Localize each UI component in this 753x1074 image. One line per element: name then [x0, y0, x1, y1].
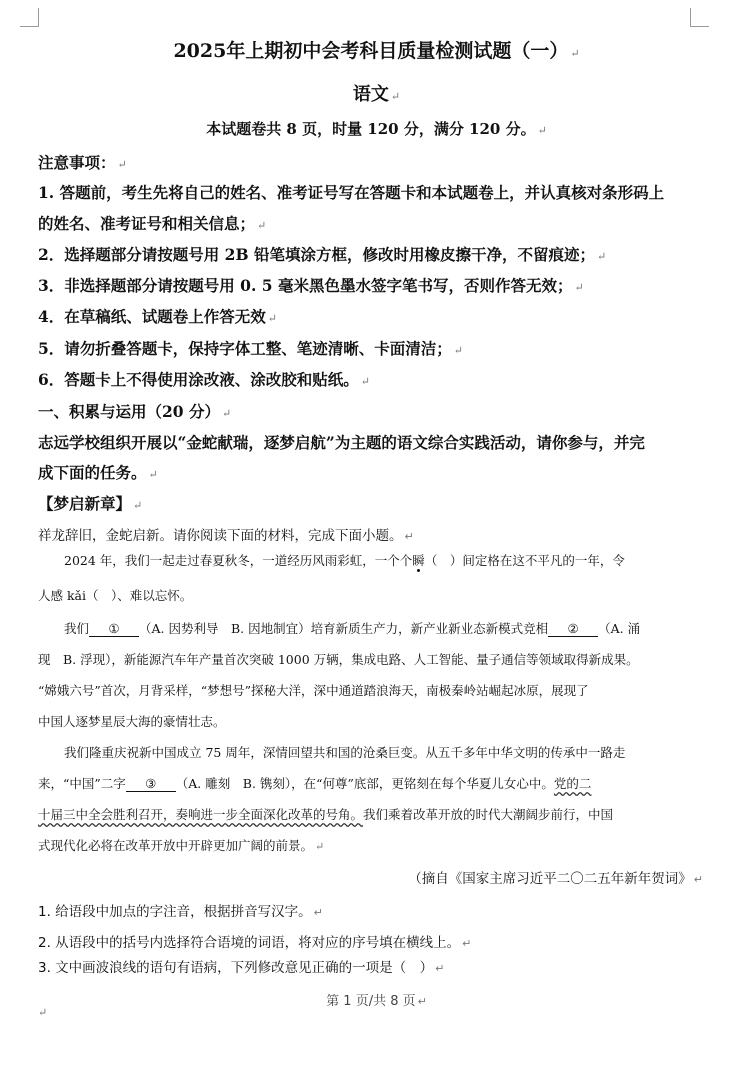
page-footer: 第 1 页/共 8 页 ↵ [326, 994, 427, 1009]
passage-line: 中国人逐梦星辰大海的豪情壮志。 [38, 714, 226, 729]
passage-line: 我们隆重庆祝新中国成立 75 周年，深情回望共和国的沧桑巨变。从五千多年中华文明的传承中一路走 [64, 745, 626, 760]
crop-mark-top-left [20, 8, 39, 27]
passage-line: 2024 年，我们一起走过春夏秋冬，一道经历风雨彩虹，一个个瞬（ ）间定格在这不平凡的一年，令 [64, 553, 625, 568]
passage-line: “嫦娥六号”首次，月背采样，“梦想号”探秘大洋，深中通道踏浪海天，南极秦岭站崛起冰原，展现了 [38, 683, 589, 698]
end-paragraph-mark: ↵ [38, 1006, 48, 1019]
notice-item: 2．选择题部分请按题号用 2B 铅笔填涂方框，修改时用橡皮擦干净，不留痕迹； ↵ [38, 245, 607, 264]
notice-item: 4．在草稿纸、试题卷上作答无效 ↵ [38, 307, 278, 326]
question-3: 3. 文中画波浪线的语句有语病，下列修改意见正确的一项是（ ） ↵ [38, 960, 445, 976]
notice-item: 1. 答题前，考生先将自己的姓名、准考证号写在答题卡和本试题卷上，并认真核对条形码上 [38, 183, 665, 202]
passage-source: （摘自《国家主席习近平二〇二五年新年贺词》 ↵ [408, 871, 703, 887]
answer-blank-1: ① [89, 621, 139, 637]
passage-line: 现 B. 浮现），新能源汽车年产量首次突破 1000 万辆，集成电路、人工智能、量子通信等领域取得新成果。 [38, 652, 639, 667]
task-description: 志远学校组织开展以“金蛇献瑞，逐梦启航”为主题的语文综合实践活动，请你参与，并完 [38, 433, 645, 452]
dotted-char: 瞬 [412, 553, 425, 568]
answer-blank-2: ② [548, 621, 598, 637]
passage-line: 人感 kǎi（ ）、难以忘怀。 [38, 588, 193, 603]
wavy-underlined-sentence: 党的二 [553, 776, 592, 791]
module-title: 【梦启新章】 ↵ [38, 494, 143, 513]
passage-line: 我们 ① （A. 因势利导 B. 因地制宜）培育新质生产力，新产业新业态新模式竞相 ② （A. 涌 [64, 621, 641, 636]
answer-blank-3: ③ [126, 776, 176, 792]
subject-title: 语文 ↵ [352, 84, 401, 105]
notice-item: 的姓名、准考证号和相关信息； ↵ [38, 214, 267, 233]
passage-line: 来，“中国”二字 ③ （A. 雕刻 B. 镌刻），在“何尊”底部，更铭刻在每个华夏儿女心中。党的二 [38, 776, 592, 791]
section-heading: 一、积累与运用（20 分） ↵ [38, 402, 232, 421]
question-1: 1. 给语段中加点的字注音，根据拼音写汉字。 ↵ [38, 904, 323, 920]
task-description: 成下面的任务。 ↵ [38, 463, 158, 482]
exam-intro: 本试题卷共 8 页，时量 120 分，满分 120 分。 ↵ [206, 120, 547, 138]
notice-item: 6．答题卡上不得使用涂改液、涂改胶和贴纸。 ↵ [38, 370, 371, 389]
wavy-underlined-sentence: 十届三中全会胜利召开，奏响进一步全面深化改革的号角。 [38, 807, 364, 822]
notice-item: 3．非选择题部分请按题号用 0. 5 毫米黑色墨水签字笔书写，否则作答无效； ↵ [38, 276, 584, 295]
reading-lead: 祥龙辞旧，金蛇启新。请你阅读下面的材料，完成下面小题。 ↵ [38, 528, 414, 544]
passage-line: 十届三中全会胜利召开，奏响进一步全面深化改革的号角。我们乘着改革开放的时代大潮阔步前行，中国 [38, 807, 614, 822]
notice-heading: 注意事项： ↵ [38, 153, 127, 172]
notice-item: 5．请勿折叠答题卡，保持字体工整、笔迹清晰、卡面清洁； ↵ [38, 339, 464, 358]
passage-line: 式现代化必将在改革开放中开辟更加广阔的前景。 ↵ [38, 838, 325, 853]
crop-mark-top-right [690, 8, 709, 27]
question-2: 2. 从语段中的括号内选择符合语境的词语，将对应的序号填在横线上。 ↵ [38, 935, 472, 951]
exam-title: 2025年上期初中会考科目质量检测试题（一） ↵ [173, 40, 580, 62]
